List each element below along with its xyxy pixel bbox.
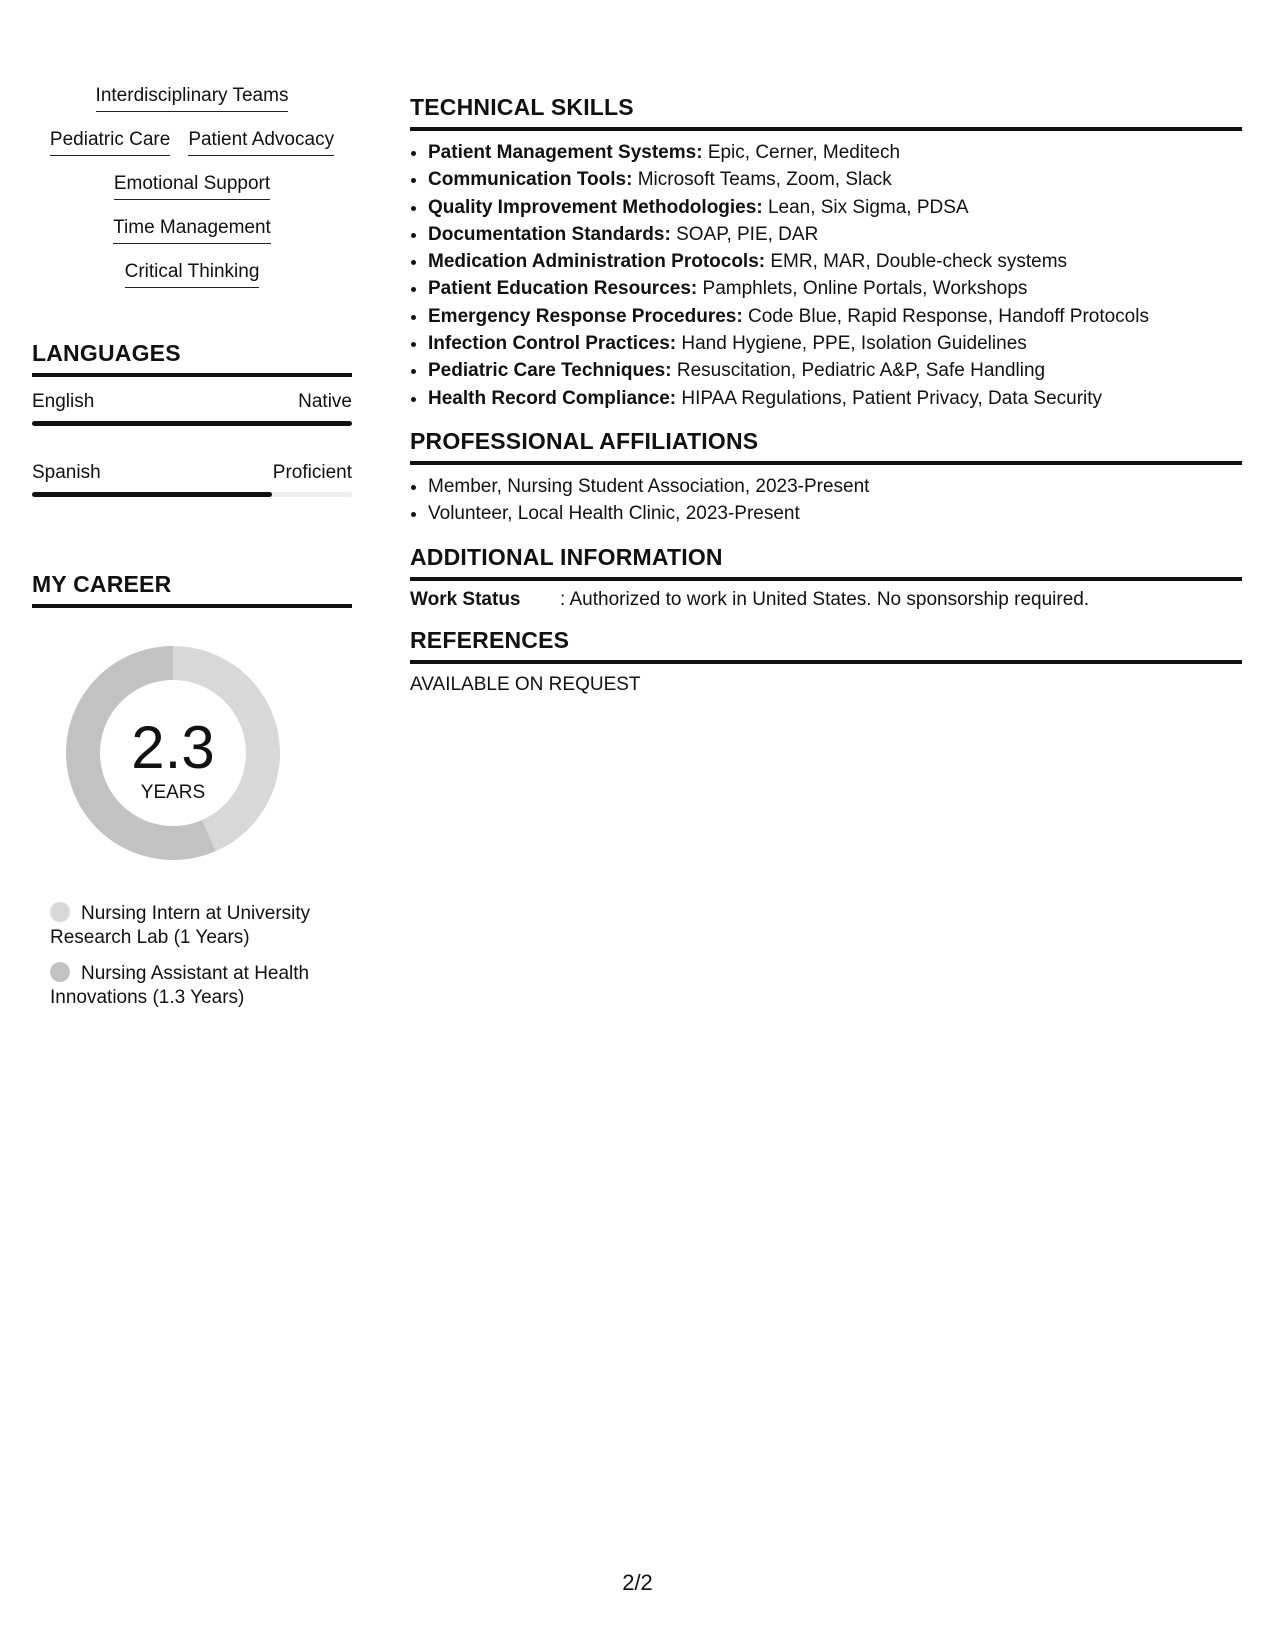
- career-legend: [50, 902, 340, 1010]
- technical-skill-label: Communication Tools:: [428, 169, 633, 191]
- technical-skill-value: Pamphlets, Online Portals, Workshops: [702, 278, 1028, 300]
- legend-dot-icon: [50, 902, 70, 922]
- additional-info-heading: ADDITIONAL INFORMATION: [410, 544, 1242, 581]
- left-column: [32, 84, 352, 1022]
- technical-skill-item: [428, 221, 1242, 248]
- technical-skill-item: [428, 166, 1242, 193]
- skill-tag: Pediatric Care: [50, 128, 170, 156]
- skill-tag-row: [32, 128, 352, 156]
- skill-tag: Time Management: [113, 216, 271, 244]
- skill-tag: Emotional Support: [114, 172, 270, 200]
- technical-skill-item: [428, 385, 1242, 412]
- language-line: [32, 462, 352, 484]
- technical-skill-label: Patient Management Systems:: [428, 142, 703, 163]
- technical-skill-value: Resuscitation, Pediatric A&P, Safe Handling: [676, 360, 1046, 382]
- technical-skill-label: Medication Administration Protocols:: [428, 251, 766, 273]
- work-status-label: Work Status: [410, 588, 521, 610]
- language-item: [32, 462, 352, 497]
- career-heading: MY CAREER: [32, 571, 352, 608]
- technical-skill-value: SOAP, PIE, DAR: [676, 223, 819, 245]
- career-legend-label: Nursing Intern at University Research Lab (1 Years): [50, 903, 311, 948]
- languages-heading: LANGUAGES: [32, 340, 352, 377]
- language-bar-fill: [32, 492, 272, 497]
- affiliation-item: • Member, Nursing Student Association, 2023-Present: [428, 473, 1242, 500]
- technical-skill-value: Code Blue, Rapid Response, Handoff Protocols: [747, 305, 1149, 327]
- references-section: [410, 627, 1242, 696]
- language-bar-fill: [32, 421, 352, 426]
- affiliations-heading: PROFESSIONAL AFFILIATIONS: [410, 428, 1242, 465]
- affiliation-item: • Volunteer, Local Health Clinic, 2023-Present: [428, 500, 1242, 527]
- career-total-value: 2.3: [131, 714, 215, 781]
- affiliations-list: [410, 473, 1242, 528]
- language-line: [32, 391, 352, 413]
- skill-tag: Patient Advocacy: [188, 128, 334, 156]
- technical-skill-value: EMR, MAR, Double-check systems: [770, 251, 1068, 273]
- career-legend-item: [50, 902, 340, 950]
- additional-info-section: [410, 544, 1242, 611]
- language-level: Proficient: [272, 462, 352, 483]
- technical-skill-value: Microsoft Teams, Zoom, Slack: [637, 169, 892, 191]
- technical-skills-heading: TECHNICAL SKILLS: [410, 94, 1242, 131]
- language-name: English: [32, 391, 95, 412]
- language-bar: [32, 492, 352, 497]
- technical-skills-list: [410, 139, 1242, 412]
- skill-tag-row: [32, 172, 352, 200]
- technical-skill-value: Epic, Cerner, Meditech: [707, 142, 901, 163]
- technical-skill-label: Patient Education Resources:: [428, 278, 698, 300]
- technical-skill-label: Health Record Compliance:: [428, 387, 677, 409]
- page-number: 2/2: [622, 1570, 653, 1595]
- affiliations-section: [410, 428, 1242, 528]
- technical-skill-item: [428, 275, 1242, 302]
- skill-tag-row: [32, 260, 352, 288]
- language-name: Spanish: [32, 462, 101, 483]
- skill-tag: Critical Thinking: [125, 260, 260, 288]
- technical-skill-label: Quality Improvement Methodologies:: [428, 196, 763, 218]
- technical-skill-label: Emergency Response Procedures:: [428, 305, 743, 327]
- technical-skill-item: [428, 330, 1242, 357]
- technical-skill-value: HIPAA Regulations, Patient Privacy, Data Security: [681, 387, 1103, 409]
- work-status-value: : Authorized to work in United States. No sponsorship required.: [560, 588, 1090, 610]
- technical-skill-value: Lean, Six Sigma, PDSA: [767, 196, 969, 218]
- technical-skill-label: Pediatric Care Techniques:: [428, 360, 672, 382]
- legend-dot-icon: [50, 962, 70, 982]
- technical-skills-section: [410, 94, 1242, 412]
- language-item: [32, 391, 352, 426]
- technical-skill-label: Infection Control Practices:: [428, 333, 677, 355]
- technical-skill-item: [428, 248, 1242, 275]
- technical-skill-item: [428, 303, 1242, 330]
- right-column: [410, 94, 1242, 696]
- skill-tag-row: [32, 84, 352, 112]
- career-total-unit: YEARS: [140, 782, 206, 803]
- career-donut-chart: [66, 646, 292, 872]
- work-status-row: [410, 589, 1242, 611]
- technical-skill-value: Hand Hygiene, PPE, Isolation Guidelines: [681, 333, 1027, 355]
- skill-tag: Interdisciplinary Teams: [96, 84, 289, 112]
- career-legend-label: Nursing Assistant at Health Innovations (1.3 Years): [50, 963, 310, 1008]
- career-total: [66, 714, 280, 804]
- language-level: Native: [298, 391, 352, 412]
- skill-tag-row: [32, 216, 352, 244]
- skill-tags: [32, 84, 352, 288]
- career-legend-item: [50, 962, 340, 1010]
- languages-list: [32, 391, 352, 497]
- language-bar: [32, 421, 352, 426]
- technical-skill-item: [428, 357, 1242, 384]
- technical-skill-label: Documentation Standards:: [428, 223, 671, 245]
- references-text: AVAILABLE ON REQUEST: [410, 673, 641, 695]
- technical-skill-item: [428, 194, 1242, 221]
- references-heading: REFERENCES: [410, 627, 1242, 664]
- technical-skill-item: [428, 139, 1242, 166]
